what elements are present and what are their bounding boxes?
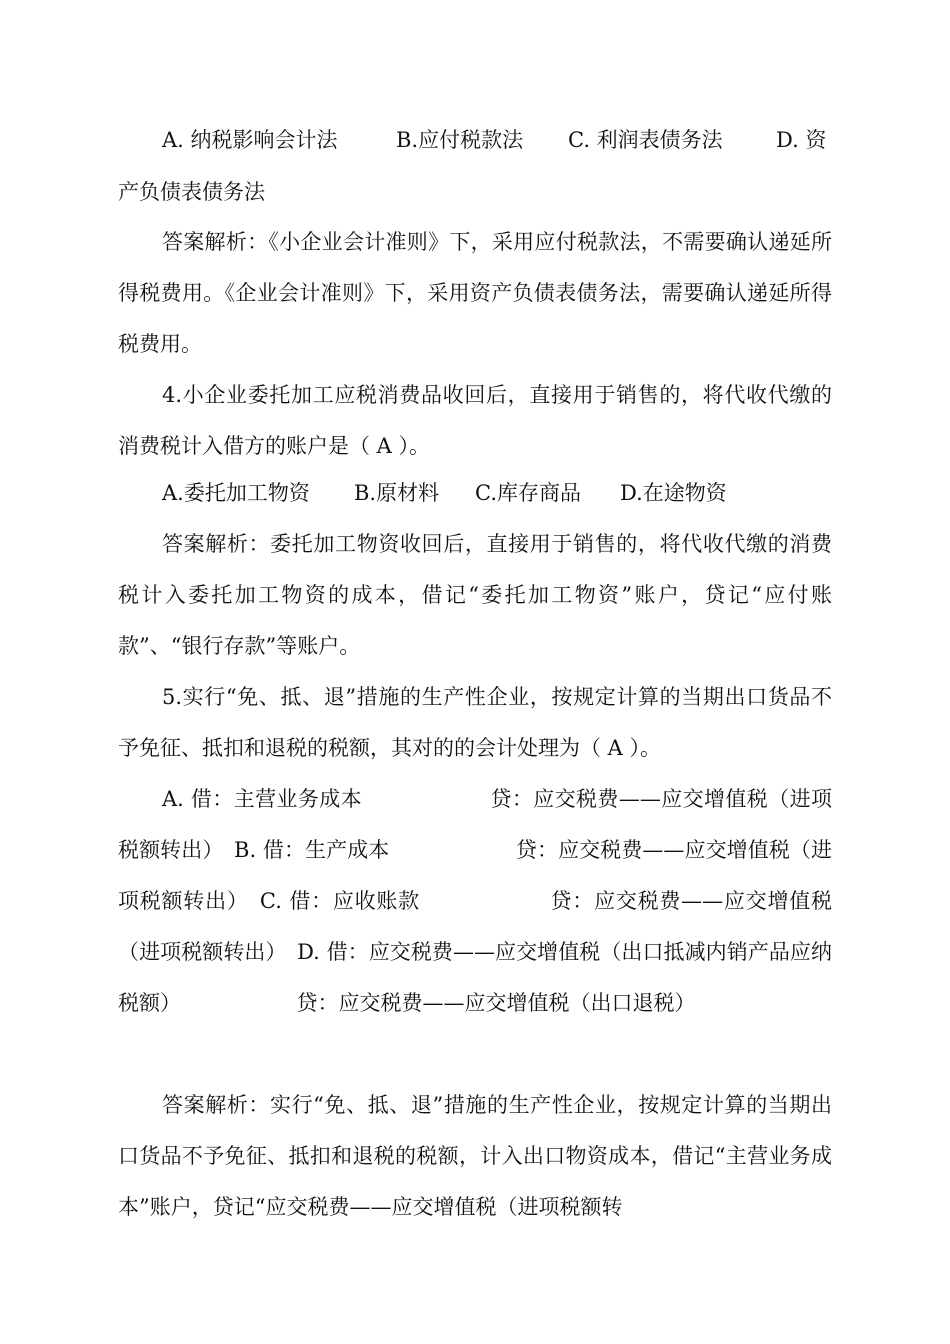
q5-options: A. 借：主营业务成本 贷：应交税费——应交增值税（进项税额转出） B. 借：生产成本 贷：应交税费——应交增值税（进项税额转出） C. 借：应收账款 贷：应交税费——应交增值税（进项税额转出） D. 借：应交税费——应交增值税（出口抵减内销产品应纳税额） 贷：应交税费——应交增值税（出口退税） [118,787,832,1015]
q3-option-d-continued: 产负债表债务法 [118,180,265,204]
q3-option-a: A. 纳税影响会计法 [162,128,338,152]
q4-question-stem: 4.小企业委托加工应税消费品收回后，直接用于销售的，将代收代缴的消费税计入借方的账户是（ A ）。 [118,383,832,458]
q4-option-a: A.委托加工物资 [162,481,310,505]
q4-option-c: C.库存商品 [475,481,581,505]
q4-option-d: D.在途物资 [620,481,727,505]
q3-option-c: C. 利润表债务法 [568,128,723,152]
q4-answer-analysis: 答案解析：委托加工物资收回后，直接用于销售的，将代收代缴的消费税计入委托加工物资的成本，借记“委托加工物资”账户，贷记“应付账款”、“银行存款”等账户。 [118,532,832,658]
q5-question-stem: 5.实行“免、抵、退”措施的生产性企业，按规定计算的当期出口货品不予免征、抵扣和退税的税额，其对的的会计处理为（ A ）。 [118,685,832,760]
q3-option-b: B.应付税款法 [396,128,524,152]
q5-answer-analysis: 答案解析：实行“免、抵、退”措施的生产性企业，按规定计算的当期出口货品不予免征、抵扣和退税的税额，计入出口物资成本，借记“主营业务成本”账户，贷记“应交税费——应交增值税（进项税额转 [118,1093,832,1219]
q4-option-b: B.原材料 [354,481,440,505]
q3-option-d: D. 资 [776,128,827,152]
q3-answer-analysis: 答案解析：《小企业会计准则》下，采用应付税款法，不需要确认递延所得税费用。《企业会计准则》下，采用资产负债表债务法，需要确认递延所得税费用。 [118,230,832,356]
